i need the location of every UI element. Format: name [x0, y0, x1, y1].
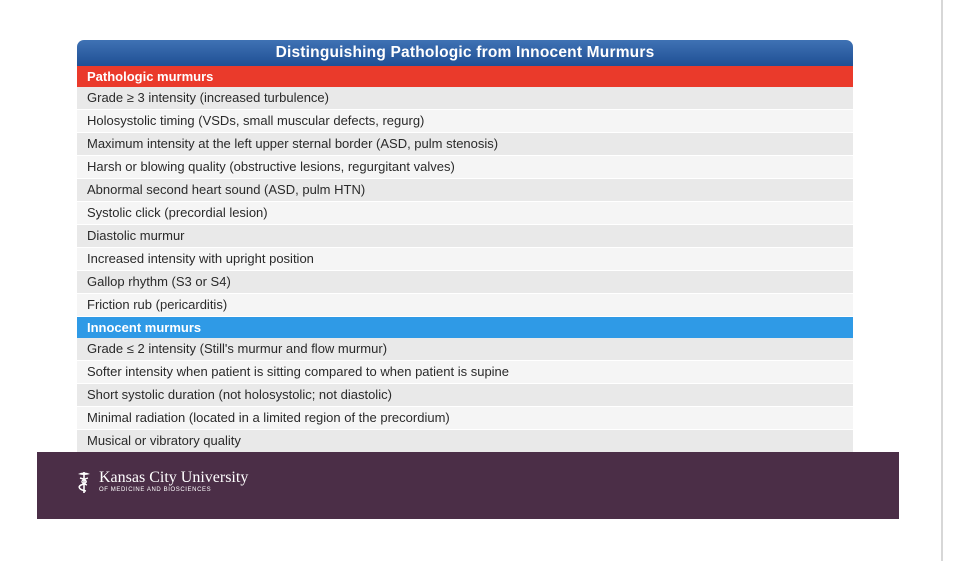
- section-header-pathologic: Pathologic murmurs: [77, 66, 853, 87]
- table-row: Abnormal second heart sound (ASD, pulm HTN): [77, 179, 853, 202]
- logo-text: [99, 469, 248, 494]
- table-row: Harsh or blowing quality (obstructive lesions, regurgitant valves): [77, 156, 853, 179]
- table-row: Holosystolic timing (VSDs, small muscular defects, regurg): [77, 110, 853, 133]
- table-row: Diastolic murmur: [77, 225, 853, 248]
- table-row: Musical or vibratory quality: [77, 430, 853, 453]
- university-logo: [75, 469, 248, 494]
- table-title: Distinguishing Pathologic from Innocent Murmurs: [77, 40, 853, 66]
- innocent-rows: [77, 338, 853, 453]
- table-row: Grade ≤ 2 intensity (Still's murmur and flow murmur): [77, 338, 853, 361]
- table-row: Maximum intensity at the left upper sternal border (ASD, pulm stenosis): [77, 133, 853, 156]
- section-header-innocent: Innocent murmurs: [77, 317, 853, 338]
- caduceus-icon: [75, 470, 93, 494]
- slide-edge-divider: [941, 0, 943, 561]
- table-row: Grade ≥ 3 intensity (increased turbulence): [77, 87, 853, 110]
- table-row: Short systolic duration (not holosystolic; not diastolic): [77, 384, 853, 407]
- logo-name: Kansas City University: [99, 469, 249, 486]
- pathologic-rows: [77, 87, 853, 317]
- table-row: Systolic click (precordial lesion): [77, 202, 853, 225]
- logo-subtitle: OF MEDICINE AND BIOSCIENCES: [99, 487, 212, 493]
- table-row: Gallop rhythm (S3 or S4): [77, 271, 853, 294]
- table-row: Softer intensity when patient is sitting compared to when patient is supine: [77, 361, 853, 384]
- footer-banner: [37, 452, 899, 519]
- table-row: Friction rub (pericarditis): [77, 294, 853, 317]
- table-row: Minimal radiation (located in a limited region of the precordium): [77, 407, 853, 430]
- murmurs-table: [77, 40, 853, 453]
- table-row: Increased intensity with upright position: [77, 248, 853, 271]
